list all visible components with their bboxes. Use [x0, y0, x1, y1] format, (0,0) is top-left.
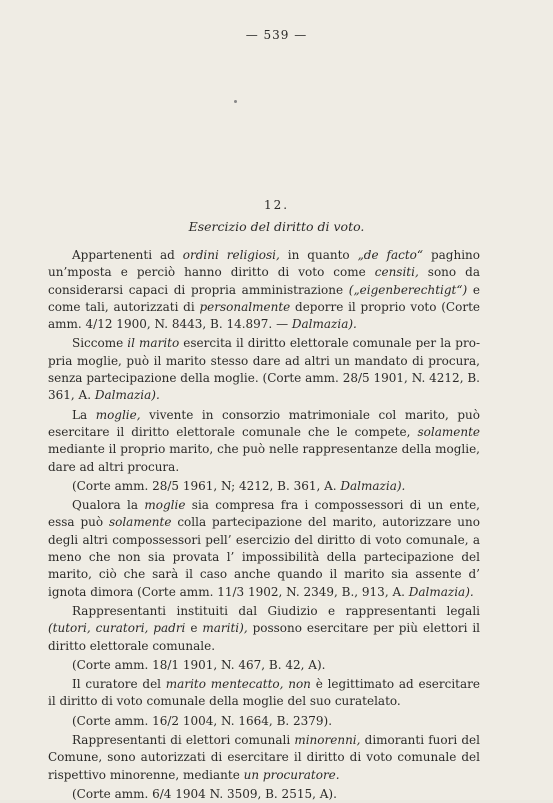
text-run: e [185, 621, 203, 636]
ink-speck [234, 100, 237, 103]
text-run: (Corte amm. 18/1 1901, N. 467, B. 42, A). [72, 657, 326, 672]
text-run: mediante il proprio marito, che può nelle rappresentanze della moglie, dare ad altri procura. [48, 442, 480, 474]
paragraph [48, 713, 480, 730]
italic-text: un procuratore. [243, 767, 340, 782]
text-run: Rappresentanti di elettori comunali [72, 733, 295, 748]
body-text [48, 247, 480, 803]
paragraph [48, 676, 480, 711]
page-number: — 539 — [245, 28, 308, 42]
text-run: (Corte amm. 6/4 1904 N. 3509, B. 2515, A). [72, 786, 337, 801]
italic-text: Dalmazia). [340, 478, 406, 493]
italic-text: moglie, [95, 407, 141, 422]
italic-text: solamente [108, 515, 172, 530]
italic-text: personalmente [199, 299, 291, 314]
italic-text: Dalmazia). [94, 388, 160, 403]
italic-text: Dalmazia). [291, 317, 357, 332]
text-run: in quanto [279, 248, 358, 262]
paragraph [48, 497, 480, 601]
italic-text: marito mentecatto, non [165, 677, 311, 692]
italic-text: moglie [144, 498, 186, 513]
text-run: e come tali, autorizzati di [48, 282, 480, 314]
text-run: deporre il proprio voto (Corte amm. 4/12 1900, N. 8443, B. 14.897. — [48, 299, 480, 332]
italic-text: censiti, [374, 265, 419, 280]
text-run: Qualora la [72, 498, 145, 513]
text-run: è legittimato ad esercitare il diritto di voto comunale della moglie del suo curatelato. [48, 677, 480, 709]
paragraph [48, 478, 480, 495]
italic-text: Dalmazia). [408, 584, 474, 599]
italic-text: ordini religiosi, [182, 248, 280, 262]
text-run: sia compresa fra i compossessori di un ente, essa può [48, 498, 481, 530]
italic-text: („eigenberechtigt“) [348, 282, 468, 297]
text-run: paghino un’mposta e perciò hanno diritto di voto come [48, 248, 480, 280]
italic-text: (tutori, curatori, padri [48, 621, 186, 636]
italic-text: mariti), [202, 621, 248, 636]
paragraph [48, 657, 480, 674]
paragraph [48, 407, 480, 476]
text-run: colla partecipazione del marito, autorizzare uno degli altri compossessori pell’ esercizio del diritto di voto comunale, a meno che non sia provata l’ impossibilità della partecipazione del marito, ciò che sarà il caso anche quando il marito sia assente d’ ignota dimora (Corte amm. 11/3 1902, N. 2349, B., 913, A. [48, 515, 480, 599]
text-run: sono da considerarsi capaci di propria amministrazione [48, 265, 480, 297]
paragraph [48, 732, 480, 784]
italic-text: il marito [127, 336, 180, 351]
text-run: (Corte amm. 28/5 1961, N; 4212, B. 361, A. [72, 478, 341, 493]
text-run: esercita il diritto elettorale comunale per la propria moglie, può il marito stesso dare ad altri un mandato di procura, senza partecipazione della moglie. (Corte amm. 28/5 1901, N. 4212, B. 361, A. [48, 336, 480, 403]
section-title: Esercizio del diritto di voto. [188, 219, 365, 234]
paragraph [48, 786, 480, 803]
paragraph [48, 335, 480, 404]
italic-text: solamente [417, 424, 480, 439]
text-run: Siccome [72, 336, 128, 351]
text-run: Appartenenti ad [72, 248, 183, 262]
paragraph [48, 247, 480, 333]
section-number: 12. [263, 198, 290, 212]
text-run: Il curatore del [72, 677, 166, 692]
text-run: dimoranti fuori del Comune, sono autorizzati di esercitare il diritto di voto comunale del rispettivo minorenne, mediante [48, 733, 480, 782]
text-run: vivente in consorzio matrimoniale col marito, può esercitare il diritto elettorale comunale che le compete, [48, 407, 480, 439]
text-run: (Corte amm. 16/2 1004, N. 1664, B. 2379). [72, 713, 333, 728]
italic-text: minorenni, [294, 733, 361, 748]
text-run: Rappresentanti instituiti dal Giudizio e rappresentanti legali [72, 603, 480, 618]
italic-text: „de facto“ [357, 248, 424, 262]
text-run: possono esercitare per più elettori il diritto elettorale comunale. [48, 621, 481, 653]
paragraph [48, 603, 480, 655]
text-run: La [72, 407, 96, 422]
